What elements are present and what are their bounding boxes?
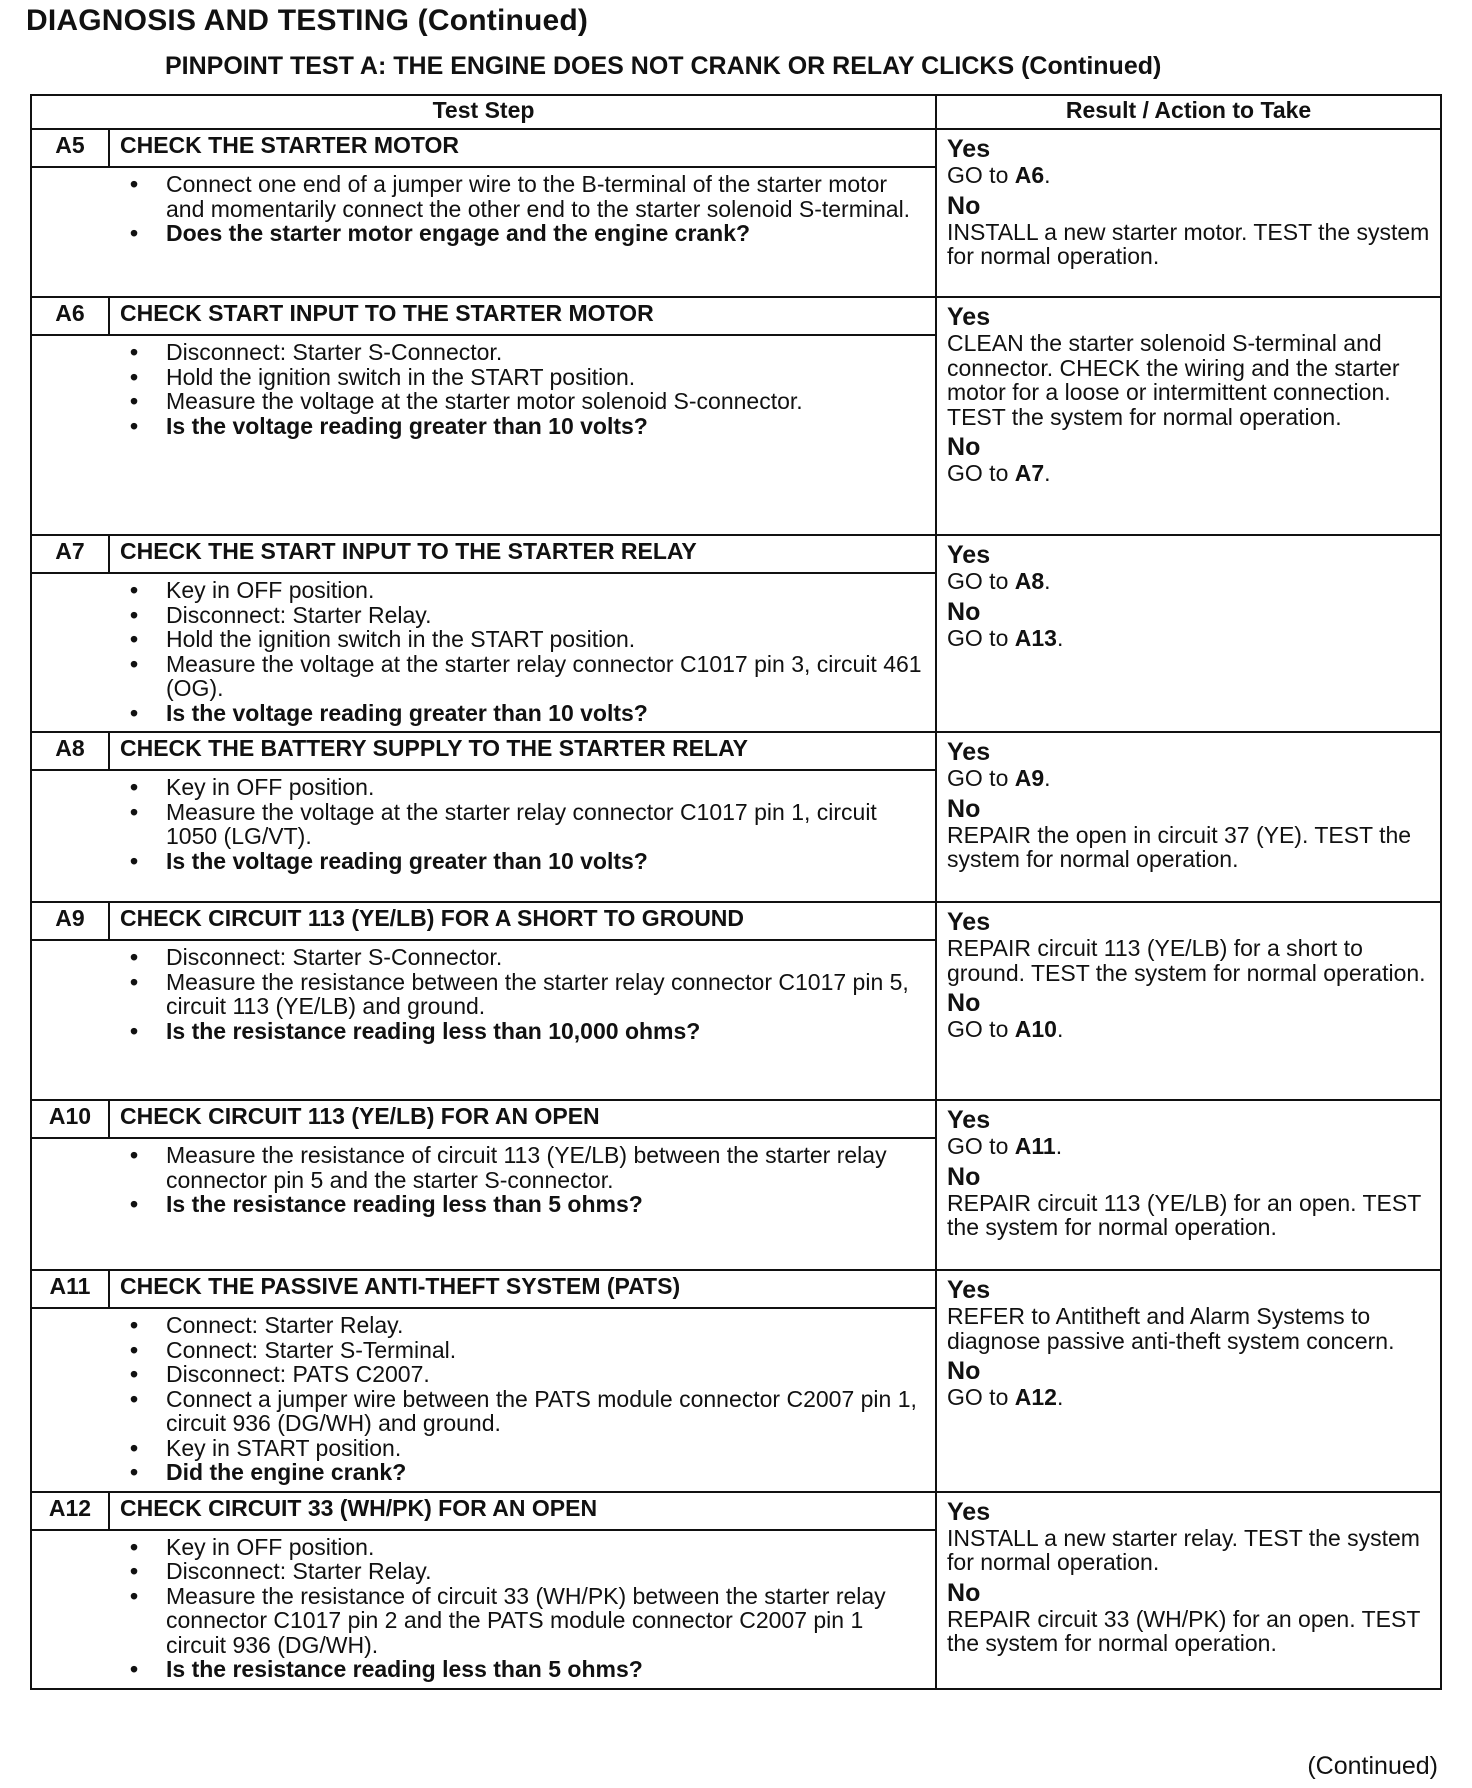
no-action-text: GO to bbox=[947, 1384, 1015, 1410]
no-action-text: GO to bbox=[947, 1016, 1015, 1042]
step-result bbox=[936, 732, 1441, 902]
step-instruction: • Measure the voltage at the starter relay connector C1017 pin 3, circuit 461 (OG). bbox=[130, 652, 923, 701]
instruction-list bbox=[130, 172, 923, 246]
yes-goto-ref: A8 bbox=[1014, 568, 1045, 594]
yes-action-end: . bbox=[1044, 162, 1051, 188]
instruction-list bbox=[130, 945, 923, 1043]
step-result bbox=[936, 535, 1441, 732]
step-instruction: • Disconnect: Starter Relay. bbox=[130, 1559, 923, 1584]
no-action bbox=[947, 626, 1436, 651]
yes-action bbox=[947, 936, 1436, 985]
step-result bbox=[936, 1270, 1441, 1492]
step-question: • Is the voltage reading greater than 10 volts? bbox=[130, 849, 923, 874]
test-steps bbox=[31, 129, 1441, 1689]
step-instructions bbox=[31, 940, 936, 1100]
table-header-row bbox=[31, 95, 1441, 129]
step-title: CHECK THE STARTER MOTOR bbox=[109, 129, 936, 167]
no-label: No bbox=[947, 1578, 981, 1607]
yes-answer bbox=[947, 136, 1436, 188]
no-answer bbox=[947, 599, 1436, 651]
step-instruction: • Connect: Starter S-Terminal. bbox=[130, 1338, 923, 1363]
no-action bbox=[947, 1607, 1436, 1656]
yes-answer bbox=[947, 909, 1436, 985]
no-label: No bbox=[947, 1162, 981, 1191]
no-goto-ref: A12 bbox=[1014, 1384, 1057, 1410]
step-instruction: • Measure the voltage at the starter motor solenoid S-connector. bbox=[130, 389, 923, 414]
step-instruction: • Measure the resistance between the starter relay connector C1017 pin 5, circuit 113 (YE/LB) and ground. bbox=[130, 970, 923, 1019]
no-action bbox=[947, 1191, 1436, 1240]
no-action bbox=[947, 1017, 1436, 1042]
step-code: A10 bbox=[31, 1100, 109, 1138]
step-title: CHECK THE PASSIVE ANTI-THEFT SYSTEM (PATS) bbox=[109, 1270, 936, 1308]
no-action bbox=[947, 461, 1436, 486]
step-result bbox=[936, 902, 1441, 1100]
step-instruction: • Disconnect: Starter S-Connector. bbox=[130, 945, 923, 970]
yes-label: Yes bbox=[947, 1276, 991, 1304]
step-instruction: • Disconnect: Starter S-Connector. bbox=[130, 340, 923, 365]
no-goto-ref: A13 bbox=[1014, 624, 1057, 651]
step-header-row bbox=[31, 129, 1441, 167]
step-instruction: • Measure the resistance of circuit 113 (YE/LB) between the starter relay connector pin 5 and the starter S-connector. bbox=[130, 1143, 923, 1192]
no-label: No bbox=[947, 794, 981, 823]
no-action bbox=[947, 823, 1436, 872]
step-instructions bbox=[31, 770, 936, 902]
step-instruction: • Connect: Starter Relay. bbox=[130, 1313, 923, 1338]
step-instruction: • Measure the voltage at the starter relay connector C1017 pin 1, circuit 1050 (LG/VT). bbox=[130, 800, 923, 849]
step-title: CHECK CIRCUIT 113 (YE/LB) FOR A SHORT TO GROUND bbox=[109, 902, 936, 940]
step-instructions bbox=[31, 573, 936, 732]
step-code: A5 bbox=[31, 129, 109, 167]
no-label: No bbox=[947, 433, 981, 461]
no-answer bbox=[947, 193, 1436, 269]
step-result bbox=[936, 1100, 1441, 1270]
no-action-text: GO to bbox=[947, 460, 1015, 486]
yes-action bbox=[947, 766, 1436, 791]
step-header-row bbox=[31, 902, 1441, 940]
step-code: A8 bbox=[31, 732, 109, 770]
yes-label: Yes bbox=[947, 135, 991, 163]
step-code: A11 bbox=[31, 1270, 109, 1308]
no-answer bbox=[947, 1358, 1436, 1410]
no-answer bbox=[947, 1164, 1436, 1240]
no-goto-ref: A10 bbox=[1014, 1016, 1057, 1042]
step-question: • Is the resistance reading less than 10,000 ohms? bbox=[130, 1019, 923, 1044]
yes-action-end: . bbox=[1044, 568, 1051, 594]
yes-answer bbox=[947, 739, 1436, 791]
step-instruction: • Measure the resistance of circuit 33 (WH/PK) between the starter relay connector C1017 pin 2 and the PATS module connector C2007 pin 1 circuit 936 (DG/WH). bbox=[130, 1584, 923, 1658]
no-answer bbox=[947, 796, 1436, 872]
yes-action bbox=[947, 1134, 1436, 1159]
no-answer bbox=[947, 434, 1436, 486]
yes-action-text: CLEAN the starter solenoid S-terminal and connector. CHECK the wiring and the starter motor for a loose or intermittent connection. TEST the system for normal operation. bbox=[947, 330, 1400, 430]
step-header-row bbox=[31, 732, 1441, 770]
yes-label: Yes bbox=[947, 908, 991, 936]
continued-note: (Continued) bbox=[1307, 1752, 1438, 1780]
no-label: No bbox=[947, 989, 981, 1017]
no-action bbox=[947, 220, 1436, 269]
step-header-row bbox=[31, 535, 1441, 573]
step-instructions bbox=[31, 1530, 936, 1689]
step-instructions bbox=[31, 167, 936, 297]
yes-label: Yes bbox=[947, 738, 991, 766]
step-question: • Is the resistance reading less than 5 ohms? bbox=[130, 1192, 923, 1217]
no-answer bbox=[947, 990, 1436, 1042]
step-instruction: • Key in START position. bbox=[130, 1436, 923, 1461]
no-answer bbox=[947, 1580, 1436, 1656]
step-header-row bbox=[31, 1492, 1441, 1530]
step-question: • Is the resistance reading less than 5 ohms? bbox=[130, 1657, 923, 1682]
no-action-text: REPAIR circuit 113 (YE/LB) for an open. TEST the system for normal operation. bbox=[947, 1189, 1421, 1240]
step-instruction: • Key in OFF position. bbox=[130, 1535, 923, 1560]
no-action-text: REPAIR the open in circuit 37 (YE). TEST the system for normal operation. bbox=[947, 821, 1412, 872]
step-header-row bbox=[31, 297, 1441, 335]
yes-action-end: . bbox=[1055, 1133, 1063, 1159]
page-title: DIAGNOSIS AND TESTING (Continued) bbox=[26, 4, 589, 37]
step-result bbox=[936, 297, 1441, 535]
yes-goto-ref: A6 bbox=[1014, 162, 1045, 188]
yes-label: Yes bbox=[947, 541, 991, 569]
instruction-list bbox=[130, 775, 923, 873]
step-question: • Does the starter motor engage and the engine crank? bbox=[130, 221, 923, 246]
step-instructions bbox=[31, 335, 936, 535]
step-question: • Is the voltage reading greater than 10 volts? bbox=[130, 414, 923, 439]
yes-action bbox=[947, 1526, 1436, 1575]
step-question: • Did the engine crank? bbox=[130, 1460, 923, 1485]
step-instruction: • Key in OFF position. bbox=[130, 775, 923, 800]
step-instruction: • Key in OFF position. bbox=[130, 578, 923, 603]
yes-action bbox=[947, 1304, 1436, 1353]
yes-action-text: REFER to Antitheft and Alarm Systems to diagnose passive anti-theft system concern. bbox=[947, 1303, 1395, 1354]
no-label: No bbox=[947, 1357, 981, 1385]
step-title: CHECK THE START INPUT TO THE STARTER RELAY bbox=[109, 535, 936, 573]
no-label: No bbox=[947, 191, 981, 220]
step-question: • Is the voltage reading greater than 10 volts? bbox=[130, 701, 923, 726]
step-instruction: • Disconnect: PATS C2007. bbox=[130, 1362, 923, 1387]
yes-action bbox=[947, 331, 1436, 429]
yes-action-text: REPAIR circuit 113 (YE/LB) for a short to ground. TEST the system for normal operation. bbox=[947, 935, 1426, 986]
step-code: A7 bbox=[31, 535, 109, 573]
no-action-text: GO to bbox=[947, 624, 1015, 651]
step-code: A12 bbox=[31, 1492, 109, 1530]
step-instruction: • Hold the ignition switch in the START position. bbox=[130, 627, 923, 652]
instruction-list bbox=[130, 1143, 923, 1217]
step-instructions bbox=[31, 1138, 936, 1270]
no-action-end: . bbox=[1056, 624, 1064, 651]
step-result bbox=[936, 1492, 1441, 1689]
no-action-end: . bbox=[1044, 460, 1051, 486]
step-code: A9 bbox=[31, 902, 109, 940]
yes-answer bbox=[947, 542, 1436, 594]
pinpoint-test-title: PINPOINT TEST A: THE ENGINE DOES NOT CRANK OR RELAY CLICKS (Continued) bbox=[165, 52, 1162, 80]
step-title: CHECK CIRCUIT 113 (YE/LB) FOR AN OPEN bbox=[109, 1100, 936, 1138]
step-instruction: • Connect one end of a jumper wire to the B-terminal of the starter motor and momentarily connect the other end to the starter solenoid S-terminal. bbox=[130, 172, 923, 221]
yes-action-text: GO to bbox=[947, 1133, 1015, 1159]
step-result bbox=[936, 129, 1441, 297]
step-instructions bbox=[31, 1308, 936, 1492]
step-instruction: • Connect a jumper wire between the PATS module connector C2007 pin 1, circuit 936 (DG/WH) and ground. bbox=[130, 1387, 923, 1436]
no-action-text: REPAIR circuit 33 (WH/PK) for an open. TEST the system for normal operation. bbox=[947, 1605, 1420, 1656]
yes-action-text: GO to bbox=[947, 765, 1015, 791]
yes-answer bbox=[947, 304, 1436, 429]
column-header-test-step: Test Step bbox=[31, 95, 936, 129]
yes-answer bbox=[947, 1277, 1436, 1353]
instruction-list bbox=[130, 1313, 923, 1485]
column-header-result: Result / Action to Take bbox=[936, 95, 1441, 129]
no-action-end: . bbox=[1056, 1016, 1064, 1042]
yes-label: Yes bbox=[947, 303, 991, 331]
step-instruction: • Disconnect: Starter Relay. bbox=[130, 603, 923, 628]
pinpoint-test-table bbox=[30, 94, 1442, 1690]
step-code: A6 bbox=[31, 297, 109, 335]
yes-goto-ref: A11 bbox=[1014, 1133, 1056, 1159]
yes-action-text: GO to bbox=[947, 162, 1015, 188]
yes-label: Yes bbox=[947, 1106, 991, 1134]
step-header-row bbox=[31, 1270, 1441, 1308]
yes-action-text: GO to bbox=[947, 568, 1015, 594]
no-action-end: . bbox=[1056, 1384, 1064, 1410]
instruction-list bbox=[130, 340, 923, 438]
no-action-text: INSTALL a new starter motor. TEST the system for normal operation. bbox=[947, 218, 1430, 269]
no-label: No bbox=[947, 597, 981, 626]
yes-goto-ref: A9 bbox=[1014, 765, 1045, 791]
step-header-row bbox=[31, 1100, 1441, 1138]
step-title: CHECK THE BATTERY SUPPLY TO THE STARTER RELAY bbox=[109, 732, 936, 770]
yes-action bbox=[947, 163, 1436, 188]
step-title: CHECK CIRCUIT 33 (WH/PK) FOR AN OPEN bbox=[109, 1492, 936, 1530]
yes-label: Yes bbox=[947, 1497, 991, 1526]
instruction-list bbox=[130, 578, 923, 725]
yes-answer bbox=[947, 1499, 1436, 1575]
no-goto-ref: A7 bbox=[1014, 460, 1045, 486]
yes-action-end: . bbox=[1044, 765, 1051, 791]
no-action bbox=[947, 1385, 1436, 1410]
yes-action-text: INSTALL a new starter relay. TEST the system for normal operation. bbox=[947, 1524, 1420, 1575]
yes-answer bbox=[947, 1107, 1436, 1159]
instruction-list bbox=[130, 1535, 923, 1682]
step-title: CHECK START INPUT TO THE STARTER MOTOR bbox=[109, 297, 936, 335]
step-instruction: • Hold the ignition switch in the START position. bbox=[130, 365, 923, 390]
yes-action bbox=[947, 569, 1436, 594]
